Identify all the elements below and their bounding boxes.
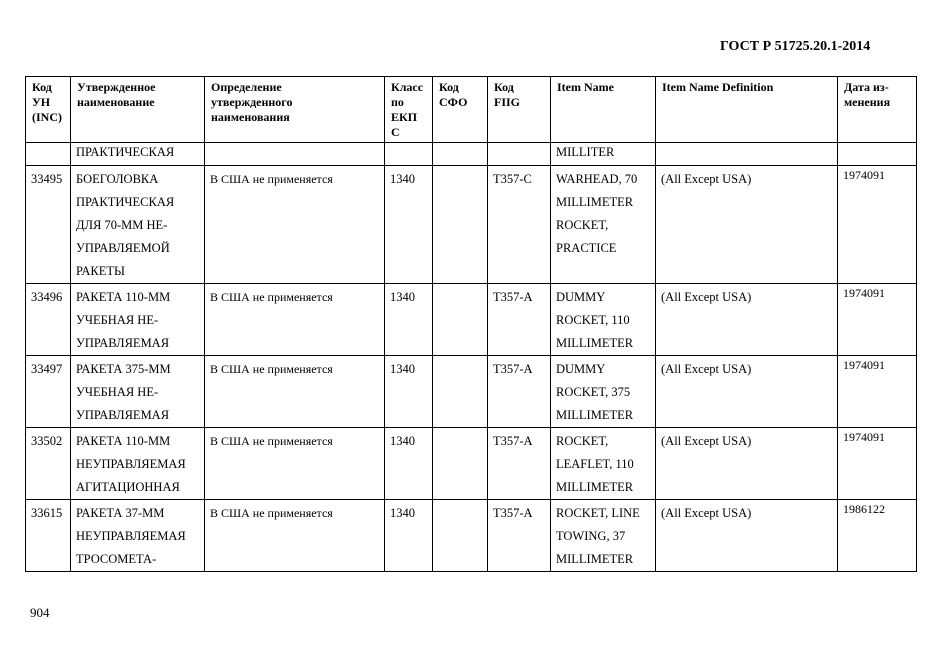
cell-line: РАКЕТА 375-ММ <box>76 362 171 376</box>
fiig-cell <box>488 284 551 356</box>
cell-line: БОЕГОЛОВКА <box>76 172 159 186</box>
approved-name-cell <box>71 166 205 284</box>
item-name-definition-cell <box>656 428 838 500</box>
cell-line: MILLIMETER <box>556 408 634 422</box>
cell-line: УПРАВЛЯЕМОЙ <box>76 241 170 255</box>
cell-line: УЧЕБНАЯ НЕ- <box>76 385 159 399</box>
cell-line: ПРАКТИЧЕСКАЯ <box>76 145 175 159</box>
cell-line: РАКЕТЫ <box>76 264 125 278</box>
cell-line: РАКЕТА 37-ММ <box>76 506 165 520</box>
cell-value: T357-A <box>493 290 533 304</box>
column-header-line: менения <box>844 95 891 109</box>
item-name-definition-cell <box>656 356 838 428</box>
inc-cell <box>26 284 71 356</box>
column-header-fiig <box>488 77 551 143</box>
column-header-line: Класс <box>391 80 424 94</box>
column-header-item-name <box>551 77 656 143</box>
cell-value: В США не применяется <box>210 506 333 520</box>
cell-line: DUMMY <box>556 290 606 304</box>
cell-value: (All Except USA) <box>661 434 752 448</box>
cell-line: DUMMY <box>556 362 606 376</box>
definition-cell <box>205 356 385 428</box>
table-row <box>26 166 917 284</box>
column-header-line: Код <box>32 80 52 94</box>
definition-cell <box>205 143 385 166</box>
cell-value: 1340 <box>390 290 415 304</box>
cell-line: ROCKET, <box>556 434 609 448</box>
cell-line: ПРАКТИЧЕСКАЯ <box>76 195 175 209</box>
cell-value: В США не применяется <box>210 362 333 376</box>
cell-value: (All Except USA) <box>661 362 752 376</box>
item-name-definition-cell <box>656 143 838 166</box>
column-header-line: наименование <box>77 95 155 109</box>
fiig-cell <box>488 166 551 284</box>
change-date-cell <box>838 166 917 284</box>
column-header-line: Item Name Definition <box>662 80 774 94</box>
cell-value: В США не применяется <box>210 290 333 304</box>
inc-cell <box>26 356 71 428</box>
approved-name-cell <box>71 500 205 572</box>
fiig-cell <box>488 356 551 428</box>
column-header-line: (INC) <box>32 110 62 124</box>
item-name-definition-cell <box>656 166 838 284</box>
cell-line: TOWING, 37 <box>556 529 626 543</box>
fiig-cell <box>488 500 551 572</box>
cell-line: MILLIMETER <box>556 195 634 209</box>
item-name-definition-cell <box>656 284 838 356</box>
column-header-inc <box>26 77 71 143</box>
cell-value: (All Except USA) <box>661 172 752 186</box>
column-header-approved-name <box>71 77 205 143</box>
item-name-cell <box>551 143 656 166</box>
change-date-cell <box>838 356 917 428</box>
class-cell <box>385 143 433 166</box>
cell-line: УПРАВЛЯЕМАЯ <box>76 408 170 422</box>
cell-line: ROCKET, LINE <box>556 506 640 520</box>
cell-line: ДЛЯ 70-ММ НЕ- <box>76 218 168 232</box>
cell-value: T357-A <box>493 506 533 520</box>
cell-line: НЕУПРАВЛЯЕМАЯ <box>76 457 186 471</box>
cell-value: 33497 <box>31 362 63 376</box>
column-header-sfo <box>433 77 488 143</box>
approved-name-cell <box>71 143 205 166</box>
page-number: 904 <box>30 605 50 620</box>
cell-value: 1340 <box>390 172 415 186</box>
cell-line: PRACTICE <box>556 241 617 255</box>
cell-value: 33615 <box>31 506 63 520</box>
cell-value: 1986122 <box>843 502 885 516</box>
column-header-line: СФО <box>439 95 468 109</box>
approved-name-cell <box>71 284 205 356</box>
change-date-cell <box>838 284 917 356</box>
sfo-cell <box>433 166 488 284</box>
column-header-definition <box>205 77 385 143</box>
table-row <box>26 500 917 572</box>
cell-line: MILLIMETER <box>556 336 634 350</box>
sfo-cell <box>433 284 488 356</box>
column-header-line: ЕКП <box>391 110 418 124</box>
approved-name-cell <box>71 356 205 428</box>
definition-cell <box>205 284 385 356</box>
item-name-definition-cell <box>656 500 838 572</box>
column-header-line: утвержденного <box>211 95 293 109</box>
item-name-cell <box>551 500 656 572</box>
table-row <box>26 284 917 356</box>
cell-value: 1340 <box>390 362 415 376</box>
column-header-class <box>385 77 433 143</box>
inc-cell <box>26 428 71 500</box>
table-row <box>26 356 917 428</box>
catalog-table <box>25 76 917 572</box>
cell-line: LEAFLET, 110 <box>556 457 634 471</box>
fiig-cell <box>488 428 551 500</box>
cell-value: 1974091 <box>843 358 885 372</box>
item-name-cell <box>551 428 656 500</box>
table-row <box>26 428 917 500</box>
table-header-row <box>26 77 917 143</box>
inc-cell <box>26 143 71 166</box>
cell-value: В США не применяется <box>210 434 333 448</box>
cell-value: T357-A <box>493 434 533 448</box>
cell-line: ROCKET, <box>556 218 609 232</box>
class-cell <box>385 356 433 428</box>
cell-line: MILLIMETER <box>556 480 634 494</box>
definition-cell <box>205 500 385 572</box>
change-date-cell <box>838 143 917 166</box>
sfo-cell <box>433 356 488 428</box>
class-cell <box>385 166 433 284</box>
cell-line: ROCKET, 110 <box>556 313 630 327</box>
cell-line: MILLIMETER <box>556 552 634 566</box>
cell-line: АГИТАЦИОННАЯ <box>76 480 180 494</box>
change-date-cell <box>838 428 917 500</box>
cell-line: УЧЕБНАЯ НЕ- <box>76 313 159 327</box>
cell-value: В США не применяется <box>210 172 333 186</box>
column-header-line: FIIG <box>494 95 521 109</box>
column-header-line: УН <box>32 95 51 109</box>
class-cell <box>385 284 433 356</box>
cell-value: 1974091 <box>843 168 885 182</box>
table-row <box>26 143 917 166</box>
cell-value: 1974091 <box>843 430 885 444</box>
class-cell <box>385 428 433 500</box>
sfo-cell <box>433 428 488 500</box>
column-header-line: по <box>391 95 404 109</box>
cell-line: ТРОСОМЕТА- <box>76 552 157 566</box>
approved-name-cell <box>71 428 205 500</box>
definition-cell <box>205 166 385 284</box>
cell-value: (All Except USA) <box>661 506 752 520</box>
item-name-cell <box>551 356 656 428</box>
cell-value: 33502 <box>31 434 63 448</box>
item-name-cell <box>551 166 656 284</box>
cell-value: 33496 <box>31 290 63 304</box>
column-header-line: С <box>391 125 400 139</box>
cell-value: 1340 <box>390 506 415 520</box>
cell-value: 1974091 <box>843 286 885 300</box>
column-header-line: наименования <box>211 110 290 124</box>
column-header-item-name-definition <box>656 77 838 143</box>
item-name-cell <box>551 284 656 356</box>
column-header-line: Утвержденное <box>77 80 156 94</box>
fiig-cell <box>488 143 551 166</box>
cell-line: НЕУПРАВЛЯЕМАЯ <box>76 529 186 543</box>
cell-line: ROCKET, 375 <box>556 385 631 399</box>
cell-line: WARHEAD, 70 <box>556 172 638 186</box>
cell-line: РАКЕТА 110-ММ <box>76 434 171 448</box>
inc-cell <box>26 166 71 284</box>
cell-line: РАКЕТА 110-ММ <box>76 290 171 304</box>
column-header-line: Определение <box>211 80 282 94</box>
cell-line: MILLITER <box>556 145 615 159</box>
column-header-line: Код <box>439 80 459 94</box>
cell-value: 1340 <box>390 434 415 448</box>
sfo-cell <box>433 500 488 572</box>
cell-line: УПРАВЛЯЕМАЯ <box>76 336 170 350</box>
cell-value: (All Except USA) <box>661 290 752 304</box>
cell-value: T357-A <box>493 362 533 376</box>
definition-cell <box>205 428 385 500</box>
column-header-line: Дата из- <box>844 80 889 94</box>
column-header-line: Item Name <box>557 80 614 94</box>
inc-cell <box>26 500 71 572</box>
change-date-cell <box>838 500 917 572</box>
class-cell <box>385 500 433 572</box>
cell-value: T357-C <box>493 172 532 186</box>
column-header-change-date <box>838 77 917 143</box>
sfo-cell <box>433 143 488 166</box>
document-code: ГОСТ Р 51725.20.1-2014 <box>720 39 871 54</box>
cell-value: 33495 <box>31 172 63 186</box>
column-header-line: Код <box>494 80 514 94</box>
